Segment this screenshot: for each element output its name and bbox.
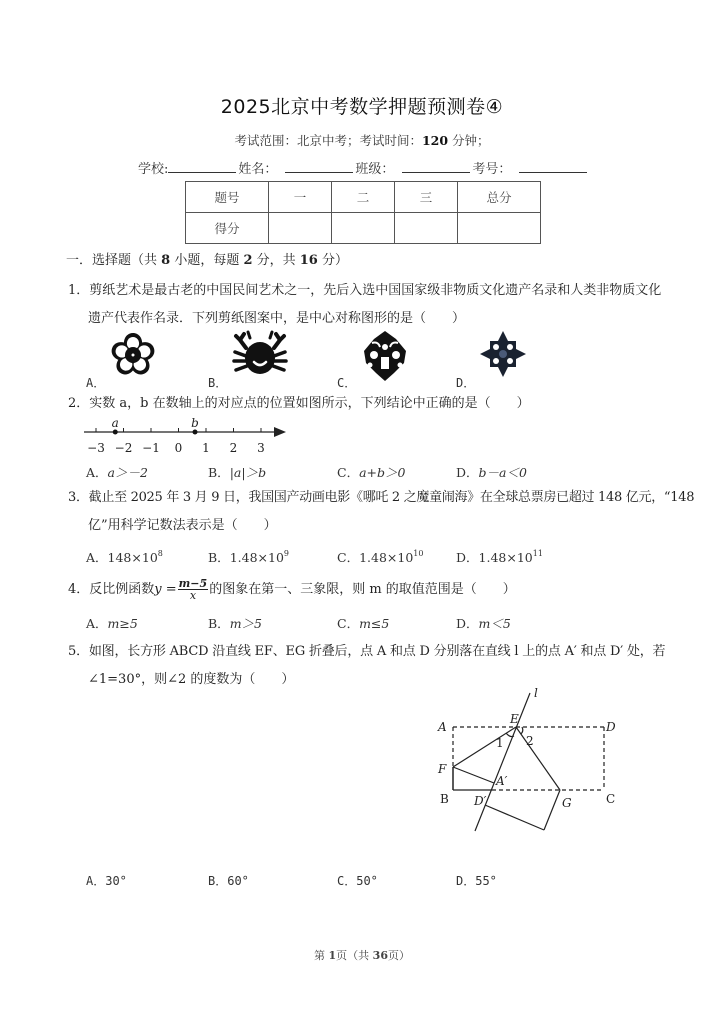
footer-mid: 页（共 — [336, 949, 373, 962]
option-exponent: 10 — [413, 549, 424, 558]
score-table-row-header: 题号 — [186, 182, 269, 213]
class-label: 班级： — [355, 162, 395, 177]
figure-label: 1 — [496, 736, 504, 750]
question-text: 截止至 2025 年 3 月 9 日，我国国产动画电影《哪吒 2 之魔童闹海》在全球总票房已超过 148 亿元，“148 — [88, 490, 695, 505]
flower-papercut-icon — [108, 330, 158, 384]
id-field[interactable] — [519, 160, 587, 173]
total-pages: 36 — [372, 949, 388, 962]
formula-y: y = — [154, 582, 177, 597]
number-line-tick-label: −3 — [87, 441, 105, 455]
q4-option-d[interactable] — [456, 614, 511, 632]
section-count: 8 — [161, 253, 171, 268]
segment-FA-prime — [453, 767, 494, 783]
figure-label: C — [606, 792, 616, 806]
figure-label: A — [438, 720, 447, 734]
option-label: B． — [208, 616, 230, 631]
folded-rectangle-figure — [430, 685, 630, 849]
subtitle-scope: 考试范围：北京中考；考试时间： — [234, 133, 422, 148]
footer-suffix: 页） — [387, 949, 410, 962]
figure-label: 2 — [526, 734, 534, 748]
option-label: B． — [208, 874, 228, 888]
exam-subtitle — [0, 131, 724, 149]
q2-option-c[interactable] — [337, 463, 405, 481]
footer-prefix: 第 — [314, 949, 329, 962]
question-5-line-2: ∠1=30°，则∠2 的度数为（ ） — [88, 672, 295, 687]
score-table-col: 三 — [395, 182, 458, 213]
score-cell[interactable] — [458, 213, 541, 244]
fraction-numerator: m−5 — [178, 577, 208, 590]
option-label: C． — [337, 550, 360, 565]
option-label: D． — [456, 550, 479, 565]
q4-option-c[interactable] — [337, 614, 389, 632]
number-line-tick-label: −2 — [114, 441, 133, 455]
figure-label: B — [440, 792, 449, 806]
option-exponent: 8 — [157, 549, 163, 558]
question-number: 3． — [68, 490, 89, 505]
section-heading — [66, 253, 348, 269]
score-cell[interactable] — [395, 213, 458, 244]
option-base: 1.48×10 — [478, 550, 533, 565]
option-text: a+b＞0 — [359, 465, 406, 480]
number-line-tick-label: −1 — [142, 441, 160, 455]
option-text: a＞－2 — [107, 465, 148, 480]
option-exponent: 11 — [532, 549, 543, 558]
option-text: 30° — [105, 874, 127, 888]
line-l — [475, 693, 530, 831]
option-label: B． — [208, 465, 230, 480]
number-line-point-label: a — [111, 418, 119, 430]
score-cell[interactable] — [332, 213, 395, 244]
angle-2-arc — [521, 727, 523, 734]
q5-option-d[interactable] — [456, 872, 497, 889]
q1-option-c-label[interactable]: C． — [337, 376, 357, 390]
question-text: 剪纸艺术是最古老的中国民间艺术之一，先后入选中国国家级非物质文化遗产名录和人类非物质文化 — [89, 283, 662, 298]
figure-label: E — [510, 712, 519, 726]
q3-option-d[interactable] — [456, 548, 543, 566]
question-number: 1． — [68, 283, 90, 298]
figure-label: G — [562, 796, 572, 810]
number-line-arrow-icon — [274, 427, 286, 437]
class-field[interactable] — [402, 160, 470, 173]
question-3-line-2: 亿”用科学记数法表示是（ ） — [88, 518, 277, 533]
option-text: m＞5 — [229, 616, 262, 631]
option-label: C． — [337, 874, 357, 888]
q2-option-d[interactable] — [456, 463, 527, 481]
q3-option-c[interactable] — [337, 548, 423, 566]
segment-D-prime-edge — [485, 805, 544, 830]
question-4-line-1 — [68, 578, 516, 602]
option-text: 55° — [475, 874, 497, 888]
question-1-line-2: 遗产代表作名录．下列剪纸图案中，是中心对称图形的是（ ） — [88, 311, 466, 326]
number-line-tick-label: 1 — [202, 441, 210, 455]
number-line-tick-label: 3 — [257, 441, 265, 455]
option-exponent: 9 — [283, 549, 289, 558]
option-label: D． — [456, 874, 476, 888]
q3-option-a[interactable] — [86, 548, 163, 566]
q5-option-a[interactable] — [86, 872, 127, 889]
number-line-point-b — [193, 430, 198, 435]
formula-fraction — [178, 578, 209, 601]
score-table-row-header: 得分 — [186, 213, 269, 244]
section-prefix: 一．选择题（共 — [66, 253, 162, 268]
segment-G-corner — [544, 790, 560, 830]
question-number: 5． — [68, 644, 89, 659]
option-label: D． — [456, 465, 479, 480]
q1-option-b-label[interactable]: B． — [208, 376, 228, 390]
section-points-each: 2 — [243, 253, 253, 268]
option-label: C． — [337, 616, 360, 631]
fraction-denominator: x — [189, 589, 197, 602]
option-label: A． — [86, 550, 108, 565]
option-label: B． — [208, 550, 230, 565]
ornament-papercut-icon — [360, 329, 410, 387]
student-info-line — [138, 158, 589, 177]
option-label: A． — [86, 465, 108, 480]
figure-label: D′ — [474, 794, 487, 808]
score-table-header-row — [186, 182, 541, 213]
current-page: 1 — [328, 949, 337, 962]
exam-title: 2025北京中考数学押题预测卷④ — [220, 96, 504, 118]
number-line-figure — [84, 418, 294, 462]
option-label: D． — [456, 616, 479, 631]
question-text: 实数 a，b 在数轴上的对应点的位置如图所示，下列结论中正确的是（ ） — [89, 396, 530, 411]
question-text: 的图象在第一、三象限，则 m 的取值范围是（ ） — [209, 582, 516, 597]
option-text: 50° — [356, 874, 378, 888]
figure-label: D — [606, 720, 616, 734]
school-field[interactable] — [168, 160, 236, 173]
score-table — [185, 181, 541, 244]
school-label: 学校: — [138, 162, 169, 177]
option-base: 1.48×10 — [359, 550, 414, 565]
subtitle-suffix: 分钟； — [448, 133, 490, 148]
score-table-col: 总分 — [458, 182, 541, 213]
option-text: b－a＜0 — [478, 465, 527, 480]
exam-duration: 120 — [421, 133, 449, 148]
score-cell[interactable] — [269, 213, 332, 244]
q2-option-b[interactable] — [208, 463, 266, 481]
figure-label: l — [534, 686, 538, 700]
page-footer — [0, 947, 724, 963]
option-text: m≤5 — [359, 616, 390, 631]
q3-option-b[interactable] — [208, 548, 289, 566]
q5-option-c[interactable] — [337, 872, 378, 889]
option-text: |a|＞b — [229, 465, 267, 480]
question-number: 2． — [68, 396, 90, 411]
option-text: m＜5 — [478, 616, 511, 631]
number-line-tick-label: 2 — [229, 441, 238, 455]
figure-label: A′ — [496, 774, 508, 788]
question-text: 反比例函数 — [89, 582, 155, 597]
id-label: 考号： — [472, 162, 512, 177]
name-label: 姓名： — [238, 162, 278, 177]
score-table-score-row — [186, 213, 541, 244]
option-text: m≥5 — [107, 616, 138, 631]
question-5-line-1 — [68, 644, 665, 660]
question-2-line-1 — [68, 396, 530, 412]
section-mid1: 小题，每题 — [170, 253, 244, 268]
section-total: 16 — [299, 253, 318, 268]
segment-EG — [516, 727, 560, 790]
cross-papercut-icon — [478, 329, 528, 383]
name-field[interactable] — [285, 160, 353, 173]
option-label: A． — [86, 874, 106, 888]
score-table-col: 二 — [332, 182, 395, 213]
option-text: 60° — [227, 874, 249, 888]
q1-option-d-label[interactable]: D． — [456, 376, 476, 390]
number-line-tick-label: 0 — [174, 441, 183, 455]
question-3-line-1 — [68, 490, 694, 506]
q4-option-b[interactable] — [208, 614, 262, 632]
q1-option-a-label[interactable]: A． — [86, 376, 106, 390]
section-suffix: 分） — [317, 253, 348, 268]
q4-option-a[interactable] — [86, 614, 138, 632]
q2-option-a[interactable] — [86, 463, 148, 481]
number-line-point-label: b — [191, 418, 199, 430]
option-label: C． — [337, 465, 360, 480]
option-label: A． — [86, 616, 108, 631]
option-base: 1.48×10 — [229, 550, 284, 565]
section-mid2: 分，共 — [252, 253, 300, 268]
number-line-point-a — [113, 430, 118, 435]
figure-label: F — [438, 762, 447, 776]
question-number: 4． — [68, 582, 90, 597]
question-1-line-1 — [68, 283, 661, 299]
option-base: 148×10 — [107, 550, 158, 565]
crab-papercut-icon — [232, 330, 288, 384]
question-text: 如图，长方形 ABCD 沿直线 EF、EG 折叠后，点 A 和点 D 分别落在直线 l 上的点 A′ 和点 D′ 处，若 — [88, 644, 666, 659]
q5-option-b[interactable] — [208, 872, 249, 889]
score-table-col: 一 — [269, 182, 332, 213]
